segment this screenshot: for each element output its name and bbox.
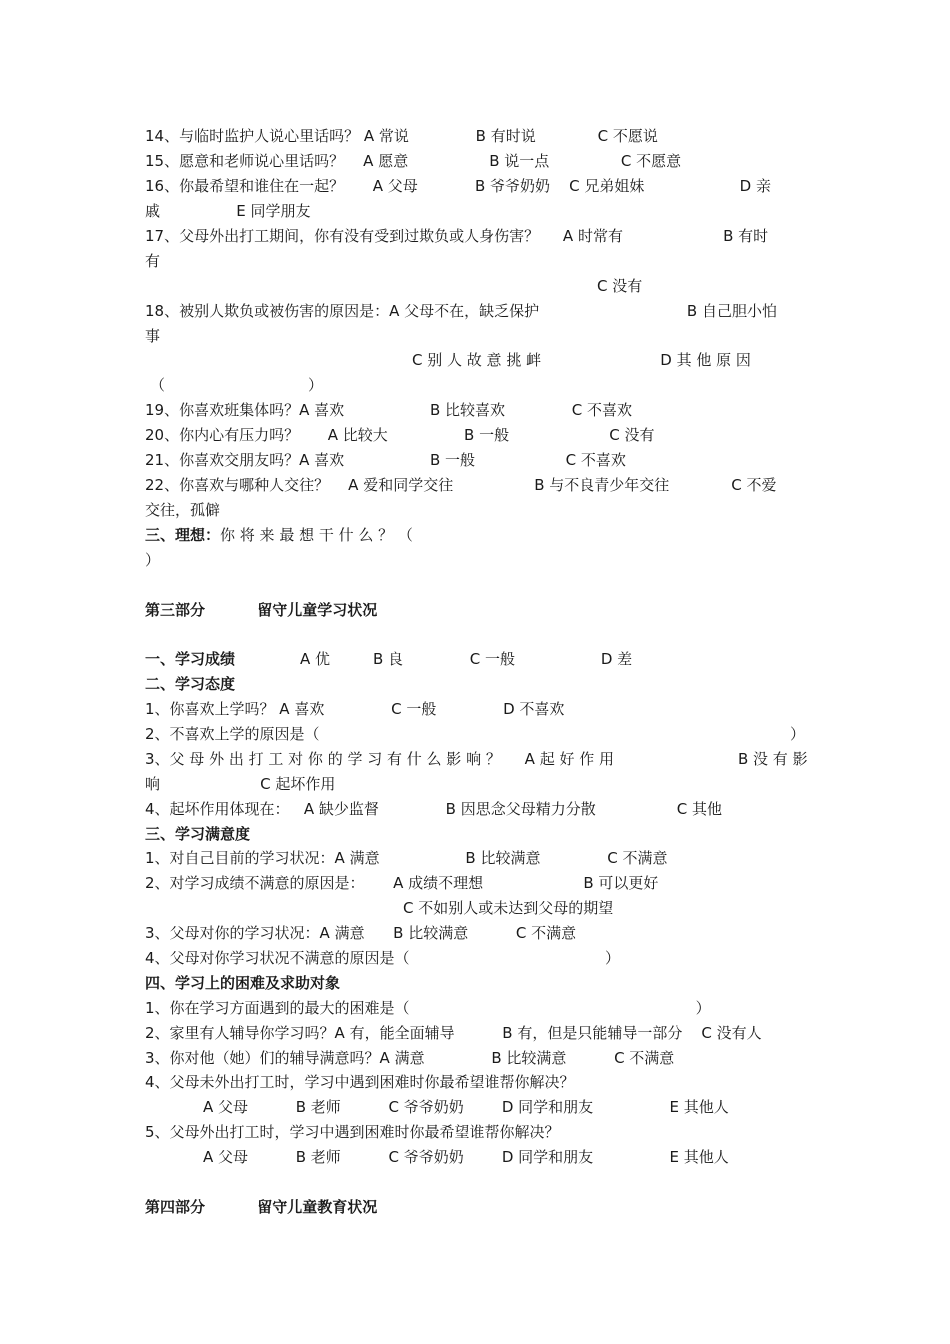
question-18-options-cd: C 别 人 故 意 挑 衅 D 其 他 原 因 (412, 351, 751, 369)
question-20: 20、你内心有压力吗？ A 比较大 B 一般 C 没有 (145, 426, 655, 444)
study-grade (145, 648, 633, 670)
difficulty-q2: 2、家里有人辅导你学习吗？A 有，能全面辅导 B 有，但是只能辅导一部分 C 没有人 (145, 1024, 762, 1042)
question-21: 21、你喜欢交朋友吗？A 喜欢 B 一般 C 不喜欢 (145, 451, 626, 469)
ideal-question (145, 524, 413, 546)
difficulty-q5: 5、父母外出打工时，学习中遇到困难时你最希望谁帮你解决？ (145, 1123, 560, 1141)
attitude-q1: 1、你喜欢上学吗？ A 喜欢 C 一般 D 不喜欢 (145, 700, 565, 718)
question-15: 15、愿意和老师说心里话吗？ A 愿意 B 说一点 C 不愿意 (145, 152, 682, 170)
question-22: 22、你喜欢与哪种人交往？ A 爱和同学交往 B 与不良青少年交往 C 不爱 (145, 476, 777, 494)
difficulty-q4: 4、父母未外出打工时，学习中遇到困难时你最希望谁帮你解决？ (145, 1073, 575, 1091)
study-grade-options: A 优 B 良 C 一般 D 差 (300, 650, 633, 668)
question-18-blank: （ ） (150, 376, 324, 394)
attitude-q2-text: 2、不喜欢上学的原因是（ (145, 725, 320, 743)
study-satisfaction-heading: 三、学习满意度 (145, 825, 251, 843)
ideal-blank-close: ） (145, 551, 161, 569)
attitude-q2-close: ） (790, 725, 806, 743)
satisfaction-q4: 4、父母对你学习状况不满意的原因是（ ） (145, 949, 621, 967)
difficulty-q5-options: A 父母 B 老师 C 爷爷奶奶 D 同学和朋友 E 其他人 (203, 1148, 729, 1166)
section-4-heading: 第四部分 留守儿童教育状况 (145, 1198, 378, 1216)
ideal-text: 你 将 来 最 想 干 什 么 ？ （ (220, 526, 413, 544)
satisfaction-q2-option-c: C 不如别人或未达到父母的期望 (403, 899, 614, 917)
difficulty-heading: 四、学习上的困难及求助对象 (145, 974, 341, 992)
difficulty-q1: 1、你在学习方面遇到的最大的困难是（ ） (145, 999, 711, 1017)
attitude-q3-cont: 响 C 起坏作用 (145, 775, 336, 793)
question-16-cont: 戚 E 同学朋友 (145, 202, 311, 220)
section-3-heading: 第三部分 留守儿童学习状况 (145, 601, 378, 619)
study-grade-heading: 一、学习成绩 (145, 650, 236, 668)
question-14: 14、与临时监护人说心里话吗？ A 常说 B 有时说 C 不愿说 (145, 127, 658, 145)
question-19: 19、你喜欢班集体吗？A 喜欢 B 比较喜欢 C 不喜欢 (145, 401, 632, 419)
question-18-cont: 事 (145, 327, 161, 345)
ideal-heading: 三、理想： (145, 526, 221, 544)
question-17-option-c: C 没有 (597, 277, 643, 295)
difficulty-q4-options: A 父母 B 老师 C 爷爷奶奶 D 同学和朋友 E 其他人 (203, 1098, 729, 1116)
question-17-cont: 有 (145, 252, 161, 270)
study-attitude-heading: 二、学习态度 (145, 675, 236, 693)
satisfaction-q2: 2、对学习成绩不满意的原因是： A 成绩不理想 B 可以更好 (145, 874, 659, 892)
question-18: 18、被别人欺负或被伤害的原因是：A 父母不在，缺乏保护 B 自己胆小怕 (145, 302, 777, 320)
attitude-q4: 4、起坏作用体现在： A 缺少监督 B 因思念父母精力分散 C 其他 (145, 800, 722, 818)
attitude-q3: 3、父 母 外 出 打 工 对 你 的 学 习 有 什 么 影 响 ？ A 起 好 作 用 B 没 有 影 (145, 750, 808, 768)
attitude-q2 (145, 723, 806, 745)
question-22-cont: 交往，孤僻 (145, 501, 221, 519)
satisfaction-q3: 3、父母对你的学习状况：A 满意 B 比较满意 C 不满意 (145, 924, 577, 942)
question-16: 16、你最希望和谁住在一起？ A 父母 B 爷爷奶奶 C 兄弟姐妹 D 亲 (145, 177, 771, 195)
difficulty-q3: 3、你对他（她）们的辅导满意吗？A 满意 B 比较满意 C 不满意 (145, 1049, 675, 1067)
question-17: 17、父母外出打工期间，你有没有受到过欺负或人身伤害？ A 时常有 B 有时 (145, 227, 769, 245)
satisfaction-q1: 1、对自己目前的学习状况：A 满意 B 比较满意 C 不满意 (145, 849, 668, 867)
